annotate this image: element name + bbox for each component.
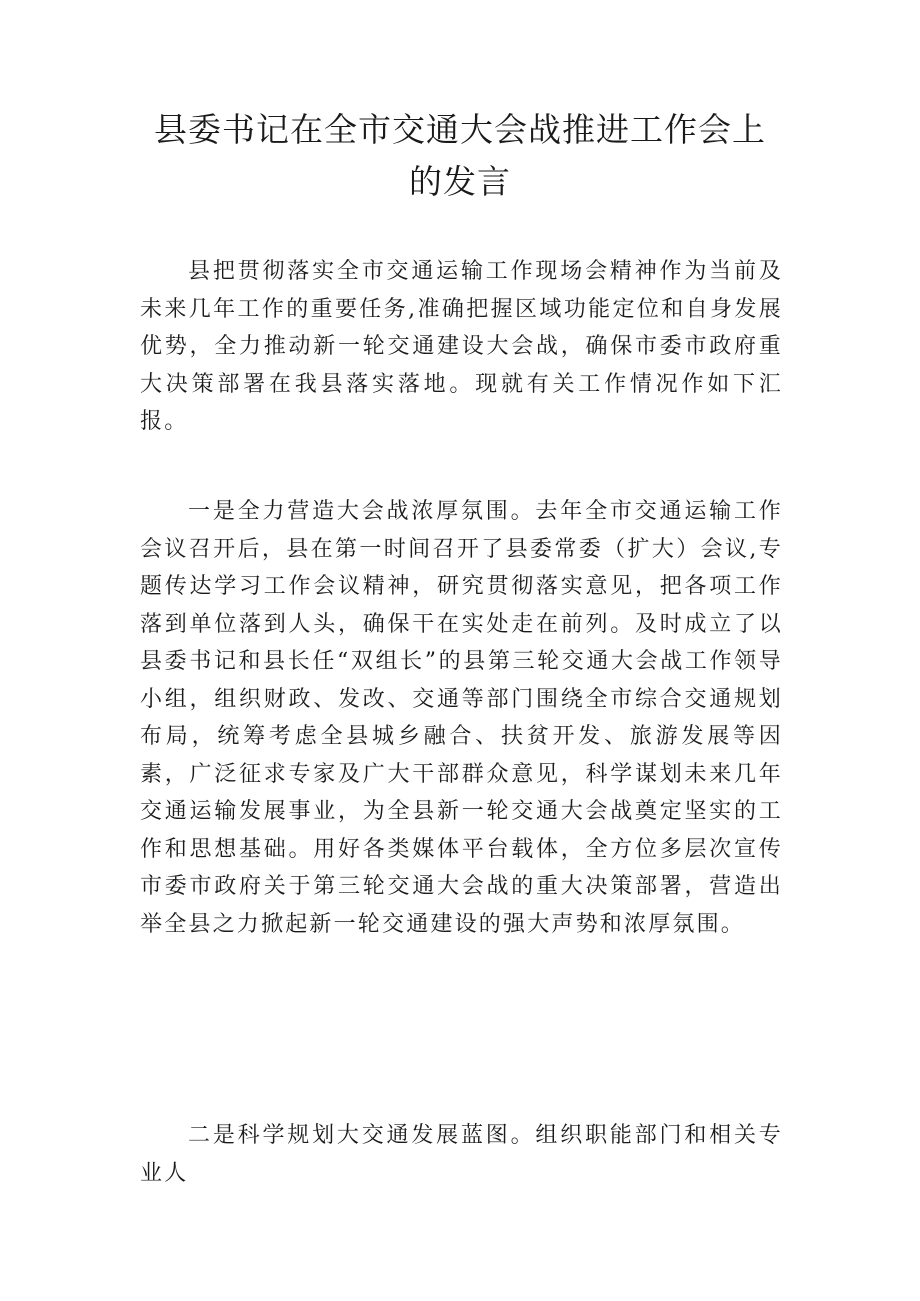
title-line-1: 县委书记在全市交通大会战推进工作会上: [154, 110, 766, 149]
paragraph-point-one: 一是全力营造大会战浓厚氛围。去年全市交通运输工作会议召开后，县在第一时间召开了县委常委（扩大）会议,专题传达学习工作会议精神，研究贯彻落实意见，把各项工作落到单位落到人头，确保干在实处走在前列。及时成立了以县委书记和县长任“双组长”的县第三轮交通大会战工作领导小组，组织财政、发改、交通等部门围绕全市综合交通规划布局，统筹考虑全县城乡融合、扶贫开发、旅游发展等因素，广泛征求专家及广大干部群众意见，科学谋划未来几年交通运输发展事业，为全县新一轮交通大会战奠定坚实的工作和思想基础。用好各类媒体平台载体，全方位多层次宣传市委市政府关于第三轮交通大会战的重大决策部署，营造出举全县之力掀起新一轮交通建设的强大声势和浓厚氛围。: [140, 499, 783, 937]
title-line-2: 的发言: [409, 162, 511, 201]
document-title: [140, 104, 780, 208]
paragraph-point-two: 二是科学规划大交通发展蓝图。组织职能部门和相关专业人: [140, 1123, 783, 1186]
paragraph-intro: 县把贯彻落实全市交通运输工作现场会精神作为当前及未来几年工作的重要任务,准确把握区域功能定位和自身发展优势，全力推动新一轮交通建设大会战，确保市委市政府重大决策部署在我县落实落地。现就有关工作情况作如下汇报。: [140, 259, 783, 434]
